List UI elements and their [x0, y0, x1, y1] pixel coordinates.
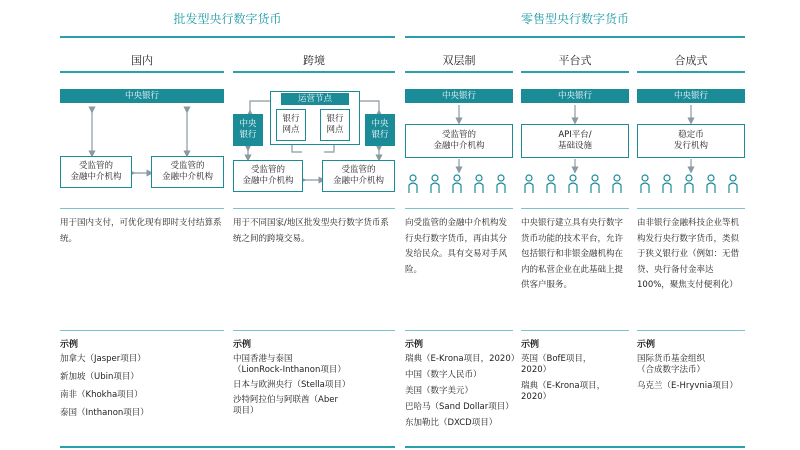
list-item: 泰国（Inthanon项目）	[60, 408, 149, 418]
desc-rule-platform	[521, 208, 629, 209]
ex-rule-crossborder	[233, 330, 395, 331]
crossborder-cb-left-label: 中央 银行	[239, 119, 257, 140]
col-domestic-title: 国内	[131, 54, 153, 67]
wholesale-section-title: 批发型央行数字货币	[173, 12, 282, 26]
twotier-examples-list	[405, 354, 520, 429]
synthetic-stablecoin	[637, 124, 745, 158]
crossborder-cb-right-label: 中央 银行	[371, 119, 389, 140]
domestic-fi-right	[151, 156, 224, 188]
col-platform-title: 平台式	[558, 54, 592, 67]
list-item: 巴哈马（Sand Dollar项目）	[405, 402, 514, 412]
crossborder-fi-left-label: 受监管的 金融中介机构	[242, 165, 294, 186]
list-item: 南非（Khokha项目）	[60, 390, 143, 400]
platform-examples-title: 示例	[521, 340, 540, 350]
desc-rule-synthetic	[637, 208, 745, 209]
list-item: 美国（数字美元）	[405, 386, 474, 396]
list-item: 中国（数字人民币）	[405, 370, 482, 380]
list-item: 沙特阿拉伯与阿联酋（Aber 项目）	[233, 395, 338, 416]
crossborder-bank-node-right	[320, 109, 350, 141]
crossborder-examples-title: 示例	[233, 340, 252, 350]
crossborder-central-bank-left	[233, 114, 263, 146]
domestic-examples-list	[60, 354, 224, 419]
domestic-fi-left	[60, 156, 132, 188]
crossborder-node-title: 运营节点	[281, 93, 349, 105]
list-item: 英国（BofE项目， 2020）	[521, 354, 592, 375]
retail-section-title: 零售型央行数字货币	[520, 12, 629, 26]
domestic-examples-title: 示例	[60, 340, 79, 350]
crossborder-description: 用于不同国家/地区批发型央行数字货币系统之间的跨境交易。	[233, 218, 389, 244]
platform-api-label: API平台/ 基础设施	[557, 130, 592, 151]
twotier-central-bank: 中央银行	[405, 89, 513, 103]
bottom-rule-wholesale	[60, 446, 395, 448]
synthetic-examples-list	[637, 354, 745, 392]
synthetic-description: 由非银行金融科技企业等机构发行央行数字货币，类似于狭义银行业（例如：无借贷、央行备付金率达100%，聚焦支付便利化）	[637, 218, 740, 290]
crossborder-bank-node-right-label: 银行 网点	[326, 114, 344, 135]
list-item: 瑞典（E-Krona项目， 2020）	[521, 381, 606, 402]
platform-api	[521, 124, 629, 158]
synthetic-examples-title: 示例	[637, 340, 656, 350]
synthetic-central-bank: 中央银行	[637, 89, 745, 103]
crossborder-fi-left	[233, 160, 303, 192]
bottom-rule-retail	[405, 446, 745, 448]
domestic-description: 用于国内支付，可优化现有即时支付结算系统。	[60, 218, 222, 244]
col-crossborder-title: 跨境	[303, 54, 325, 67]
domestic-central-bank: 中央银行	[60, 89, 224, 103]
list-item: 日本与欧洲央行（Stella项目）	[233, 380, 351, 390]
col-twotier-title: 双层制	[442, 54, 476, 67]
twotier-fi	[405, 124, 513, 158]
platform-people-icons	[525, 175, 621, 193]
domestic-fi-right-label: 受监管的 金融中介机构	[161, 161, 213, 182]
crossborder-examples-list	[233, 354, 395, 417]
desc-rule-crossborder	[233, 208, 395, 209]
ex-rule-domestic	[60, 330, 224, 331]
crossborder-fi-right-label: 受监管的 金融中介机构	[332, 165, 384, 186]
list-item: 新加坡（Ubin项目）	[60, 372, 139, 382]
desc-rule-domestic	[60, 208, 224, 209]
crossborder-fi-right	[322, 160, 395, 192]
platform-central-bank: 中央银行	[521, 89, 629, 103]
list-item: 国际货币基金组织 （合成数字法币）	[637, 354, 706, 375]
list-item: 中国香港与泰国 （LionRock-Inthanon项目）	[233, 354, 346, 375]
list-item: 东加勒比（DXCD项目）	[405, 418, 498, 428]
crossborder-bank-node-left	[276, 109, 306, 141]
twotier-fi-label: 受监管的 金融中介机构	[433, 130, 485, 151]
twotier-examples-title: 示例	[405, 340, 424, 350]
synthetic-people-icons	[641, 175, 737, 193]
twotier-people-icons	[409, 175, 505, 193]
ex-rule-platform	[521, 330, 629, 331]
domestic-fi-left-label: 受监管的 金融中介机构	[70, 161, 122, 182]
list-item: 加拿大（Jasper项目）	[60, 354, 146, 364]
crossborder-central-bank-right	[365, 114, 395, 146]
twotier-description: 向受监管的金融中介机构发行央行数字货币，再由其分发给民众。具有交易对手风险。	[405, 218, 508, 275]
list-item: 瑞典（E-Krona项目，2020）	[405, 354, 520, 364]
ex-rule-synthetic	[637, 330, 745, 331]
crossborder-bank-node-left-label: 银行 网点	[282, 114, 300, 135]
synthetic-stablecoin-label: 稳定币 发行机构	[673, 130, 708, 151]
list-item: 乌克兰（E-Hryvnia项目）	[637, 381, 738, 391]
col-synthetic-title: 合成式	[674, 54, 708, 67]
desc-rule-twotier	[405, 208, 513, 209]
platform-description: 中央银行建立具有央行数字货币功能的技术平台，允许包括银行和非银金融机构在内的私营企业在此基础上提供客户服务。	[521, 218, 624, 290]
platform-examples-list	[521, 354, 629, 403]
ex-rule-twotier	[405, 330, 513, 331]
